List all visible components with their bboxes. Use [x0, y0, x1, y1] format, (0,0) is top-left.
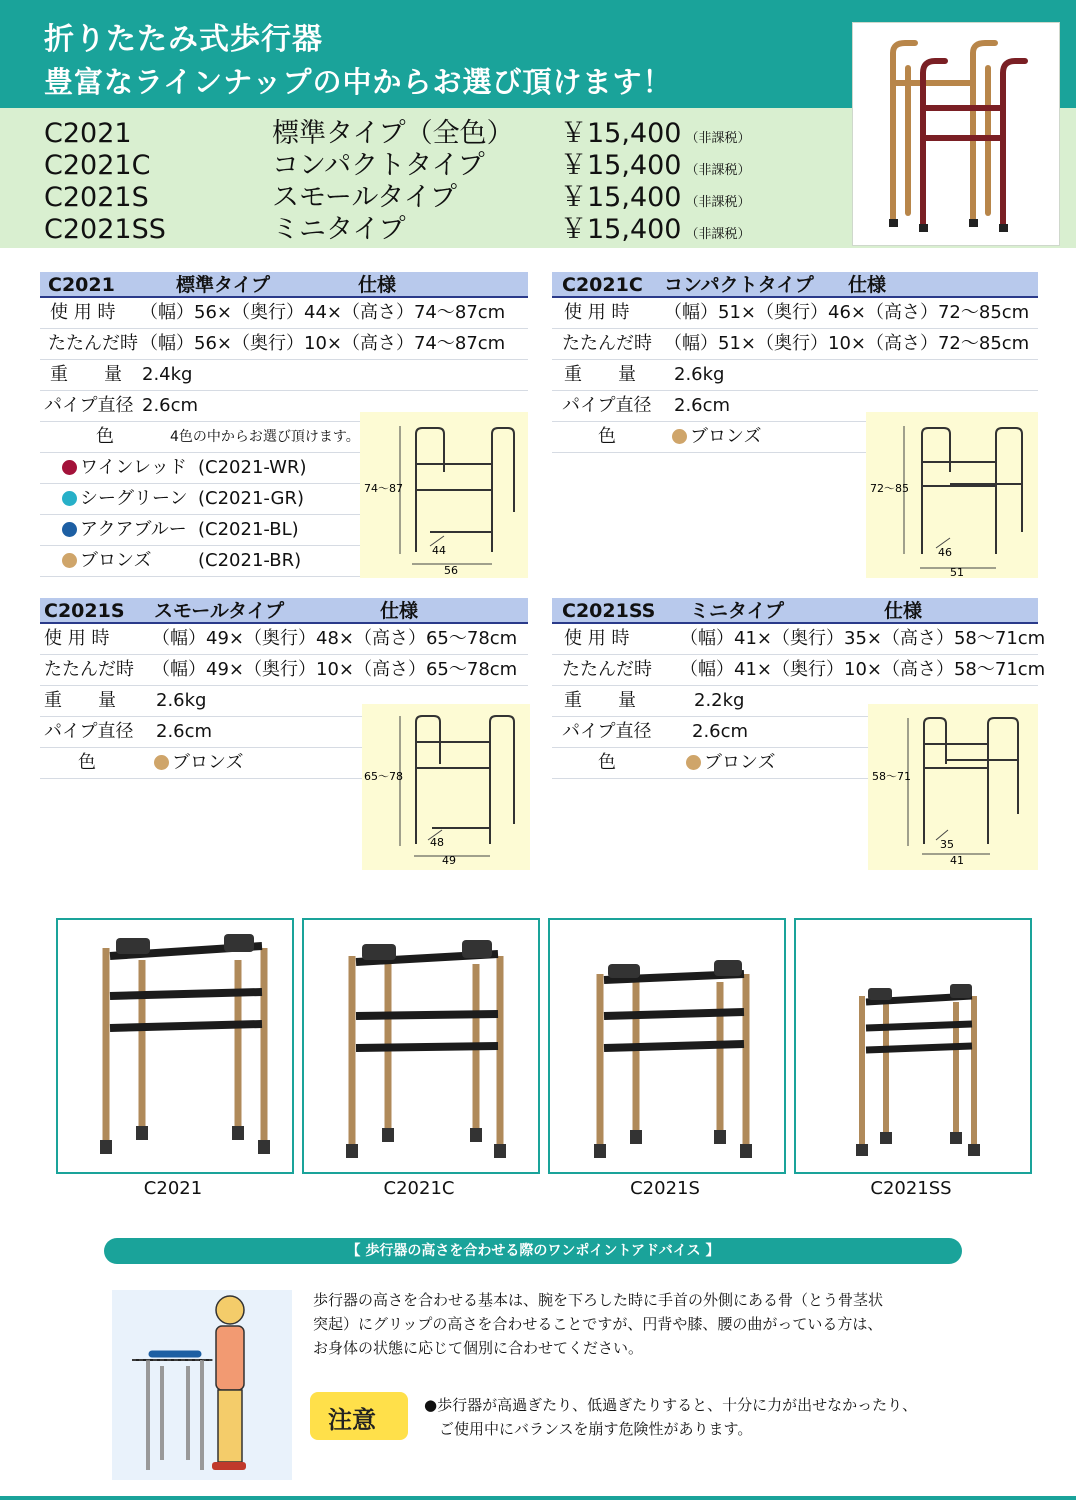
spec-row: 色 ブロンズ — [552, 422, 866, 453]
svg-text:49: 49 — [442, 854, 456, 867]
spec-row: パイプ直径 2.6cm — [40, 391, 528, 422]
dimension-diagram-c2021 — [360, 412, 528, 578]
spec-row: たたんだ時 （幅）41×（奥行）10×（高さ）58～71cm — [552, 655, 1038, 686]
walker-c2021-icon — [58, 920, 292, 1172]
dimension-diagram-c2021c — [866, 412, 1038, 578]
model-code: C2021S — [44, 182, 149, 213]
spec-row: 使 用 時 （幅）56×（奥行）44×（高さ）74～87cm — [40, 298, 528, 329]
walker-label: C2021C — [383, 1178, 455, 1199]
bronze-swatch-icon — [154, 755, 169, 770]
spec-row: 色 ブロンズ — [552, 748, 868, 779]
height-adjust-illustration — [112, 1290, 292, 1480]
svg-text:51: 51 — [950, 566, 964, 578]
color-option: ブロンズ (C2021-BR) — [40, 546, 360, 577]
walker-photo-c2021s — [548, 918, 786, 1174]
walker-pair-illustration — [853, 23, 1059, 245]
model-code: C2021SS — [44, 214, 166, 245]
color-option: シーグリーン (C2021-GR) — [40, 484, 360, 515]
model-code: C2021 — [44, 118, 132, 149]
spec-header: C2021 標準タイプ 仕様 — [40, 272, 528, 298]
spec-header: C2021SS ミニタイプ 仕様 — [552, 598, 1038, 624]
model-price: ￥15,400 （非課税） — [560, 182, 751, 213]
walker-photo-c2021ss — [794, 918, 1032, 1174]
spec-header: C2021S スモールタイプ 仕様 — [40, 598, 528, 624]
svg-text:46: 46 — [938, 546, 952, 559]
spec-row: パイプ直径 2.6cm — [552, 391, 1038, 422]
svg-text:44: 44 — [432, 544, 446, 557]
caution-body: ●歩行器が高過ぎたり、低過ぎたりすると、十分に力が出せなかったり、 ご使用中にバランスを崩す危険性があります。 — [424, 1396, 918, 1438]
svg-text:48: 48 — [430, 836, 444, 849]
model-type: ミニタイプ — [272, 214, 406, 245]
bronze-swatch-icon — [62, 553, 77, 568]
color-option: アクアブルー (C2021-BL) — [40, 515, 360, 546]
spec-row: 使 用 時 （幅）49×（奥行）48×（高さ）65～78cm — [40, 624, 528, 655]
wine-red-swatch-icon — [62, 460, 77, 475]
advice-heading: 【 歩行器の高さを合わせる際のワンポイントアドバイス 】 — [104, 1238, 962, 1264]
sea-green-swatch-icon — [62, 491, 77, 506]
aqua-blue-swatch-icon — [62, 522, 77, 537]
dimension-diagram-c2021s — [362, 704, 530, 870]
person-with-walker-icon — [112, 1290, 292, 1480]
spec-row: 重 量 2.2kg — [552, 686, 868, 717]
walker-c2021ss-icon — [796, 920, 1030, 1172]
spec-row: たたんだ時 （幅）49×（奥行）10×（高さ）65～78cm — [40, 655, 528, 686]
color-option: ワインレッド (C2021-WR) — [40, 453, 360, 484]
walker-label: C2021SS — [870, 1178, 952, 1199]
walker-photo-c2021 — [56, 918, 294, 1174]
model-price: ￥15,400 （非課税） — [560, 118, 751, 149]
spec-row: 使 用 時 （幅）41×（奥行）35×（高さ）58～71cm — [552, 624, 1038, 655]
model-price: ￥15,400 （非課税） — [560, 214, 751, 245]
model-code: C2021C — [44, 150, 151, 181]
spec-row: 色 ブロンズ — [40, 748, 362, 779]
svg-text:58～71: 58～71 — [872, 770, 911, 783]
spec-row: たたんだ時 （幅）51×（奥行）10×（高さ）72～85cm — [552, 329, 1038, 360]
dimension-diagram-c2021ss — [868, 704, 1038, 870]
svg-text:65～78: 65～78 — [364, 770, 403, 783]
spec-header: C2021C コンパクトタイプ 仕様 — [552, 272, 1038, 298]
advice-body: 歩行器の高さを合わせる基本は、腕を下ろした時に手首の外側にある骨（とう骨茎状 突起）にグリップの高さを合わせることですが、円背や膝、腰の曲がっている方は、 お身体の状態に応じて個別に合わせてください。 — [313, 1291, 884, 1357]
svg-text:74～87: 74～87 — [364, 482, 403, 495]
bronze-swatch-icon — [686, 755, 701, 770]
footer-bar — [0, 1496, 1076, 1500]
spec-row: たたんだ時 （幅）56×（奥行）10×（高さ）74～87cm — [40, 329, 528, 360]
model-price: ￥15,400 （非課税） — [560, 150, 751, 181]
walker-photo-c2021c — [302, 918, 540, 1174]
model-type: 標準タイプ（全色） — [272, 118, 514, 149]
svg-text:72～85: 72～85 — [870, 482, 909, 495]
page-title: 折りたたみ式歩行器 — [44, 22, 323, 57]
svg-text:41: 41 — [950, 854, 964, 867]
spec-row: パイプ直径 2.6cm — [40, 717, 362, 748]
spec-row: パイプ直径 2.6cm — [552, 717, 868, 748]
walker-label: C2021 — [143, 1178, 203, 1199]
walker-label: C2021S — [630, 1178, 700, 1199]
spec-row: 色 4色の中からお選び頂けます。 — [40, 422, 360, 453]
caution-label: 注意 — [328, 1406, 376, 1434]
svg-text:35: 35 — [940, 838, 954, 851]
walker-c2021s-icon — [550, 920, 784, 1172]
model-type: コンパクトタイプ — [272, 150, 485, 181]
page-subtitle: 豊富なラインナップの中からお選び頂けます！ — [44, 65, 673, 99]
spec-row: 重 量 2.6kg — [40, 686, 362, 717]
model-type: スモールタイプ — [272, 182, 457, 213]
spec-row: 使 用 時 （幅）51×（奥行）46×（高さ）72～85cm — [552, 298, 1038, 329]
hero-walker-photo — [852, 22, 1060, 246]
walker-c2021c-icon — [304, 920, 538, 1172]
caution-badge — [310, 1392, 408, 1440]
spec-row: 重 量 2.6kg — [552, 360, 1038, 391]
spec-row: 重 量 2.4kg — [40, 360, 528, 391]
svg-text:56: 56 — [444, 564, 458, 577]
bronze-swatch-icon — [672, 429, 687, 444]
